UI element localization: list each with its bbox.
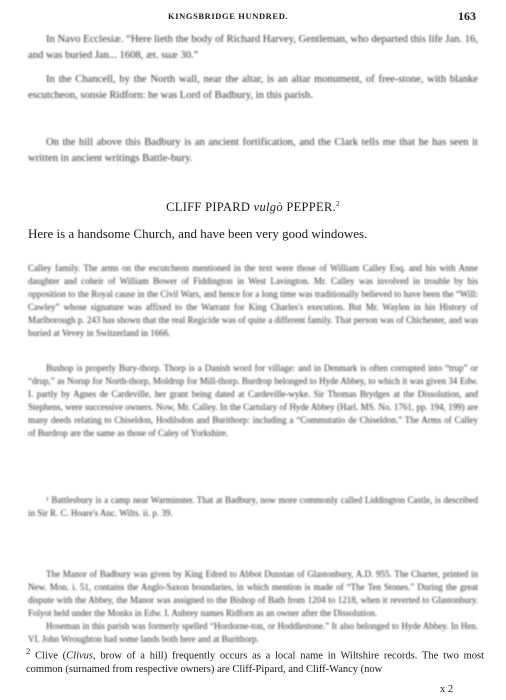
footnote xyxy=(26,645,484,677)
heading-note-mark: 2 xyxy=(336,200,340,208)
note-paragraph-calley: Calley family. The arms on the escutcheon mentioned in the text were those of William Calley Esq. and his with Anne daughter and coheir of William Bower of Fiddington in West Lavington. Mr. Calley was involved in trouble by his opposition to the Royal cause in the Civil Wars, and hence for a long time was traditionally believed to have been the “Will: Cawley” whose signature was affixed to the Warrant for King Charles's execution. But Mr. Waylen in his History of Marlborough p. 243 has shown that the real Regicide was of quite a different family. That person was of Chichester, and was buried at Vevey in Switzerland in 1666. xyxy=(28,263,478,338)
note-paragraph-burdrop: Bushop is properly Bury-thorp. Thorp is a Danish word for village: and in Denmark is often corrupted into “trup” or “drup,” as Norup for North-thorp, Moldrup for Mill-thorp. Burdrop belonged to Hyde Abbey, to which it was given 34 Edw. I. partly by Agnes de Cardeville, her grant being dated at Cardeville-wyke. Sir Thomas Brydges at the Dissolution, and Stephens, were successive owners. Now, Mr. Calley. In the Cartulary of Hyde Abbey (Harl. MS. No. 1761, pp. 194, 199) are many deeds relating to Chiseldon, Hodilsdon and Burithorp: including a “Commutatio de Chiseldon.” The Arms of Calley of Burdrop are the same as those of Caley of Yorkshire. xyxy=(28,363,478,438)
footnote-mark: 2 xyxy=(26,646,31,656)
footnote-text-2: , brow of a hill) frequently occurs as a local name in Wiltshire records. The two most common (surnamed from respective owners) are Cliff-Pipard, and Cliff-Wancy (now xyxy=(26,650,485,675)
hill-paragraph: On the hill above this Badbury is an ancient fortification, and the Clark tells me that he has seen it written in ancient writings Battle-bury. xyxy=(28,137,478,164)
running-head: KINGSBRIDGE HUNDRED. xyxy=(168,11,289,21)
epitaph-paragraph: In Navo Ecclesiæ. “Here lieth the body of Richard Harvey, Gentleman, who departed this life Jan. 16, and was buried Jan... 1608, æt. suæ 30.” xyxy=(28,34,478,61)
footnote-italic: Clivus xyxy=(66,650,94,662)
folio-signature: x 2 xyxy=(440,684,454,695)
heading-title: CLIFF PIPARD xyxy=(166,200,251,215)
note-badbury-text: The Manor of Badbury was given by King Edred to Abbot Dunstan of Glastonbury, A.D. 955. The Charter, printed in New. Mon. i. 51, contains the Anglo-Saxon boundaries, in which mention is made of “The Ten Stones.” During the great dispute with the Abbey, the Manor was assigned to the Bishop of Bath from 1204 to 1218, when it reverted to Glastonbury. Folyot held under the Monks in Edw. I. Aubrey names Ridforn as an owner after the Dissolution. xyxy=(28,569,478,618)
church-sentence: Here is a handsome Church, and have been very good windowes. xyxy=(28,226,368,241)
note-hoseman-text: Hoseman in this parish was formerly spelled “Hordorne-ton, or Hoddlestone.” It also belonged to Hyde Abbey. In Hen. VI. John Wroughton had some lands both here and at Burithorp. xyxy=(28,621,478,644)
heading-title-rest: PEPPER. xyxy=(286,200,337,215)
page-header xyxy=(0,9,506,25)
note-paragraph-badbury xyxy=(28,568,478,646)
chancel-paragraph: In the Chancell, by the North wall, near the altar, is an altar monument, of free-stone, with blanke escutcheon, sonsie Ridforn: he was Lord of Badbury, in this parish. xyxy=(28,74,478,101)
footnote-text-1: Clive ( xyxy=(35,650,67,662)
note-paragraph-battlesbury: ¹ Battlesbury is a camp near Warminster. That at Badbury, now more commonly called Liddington Castle, is described in Sir R. C. Hoare's Anc. Wilts. ii. p. 39. xyxy=(28,495,478,518)
section-heading xyxy=(0,200,506,215)
heading-vulgo: vulgò xyxy=(253,200,283,215)
page-number: 163 xyxy=(458,9,476,23)
